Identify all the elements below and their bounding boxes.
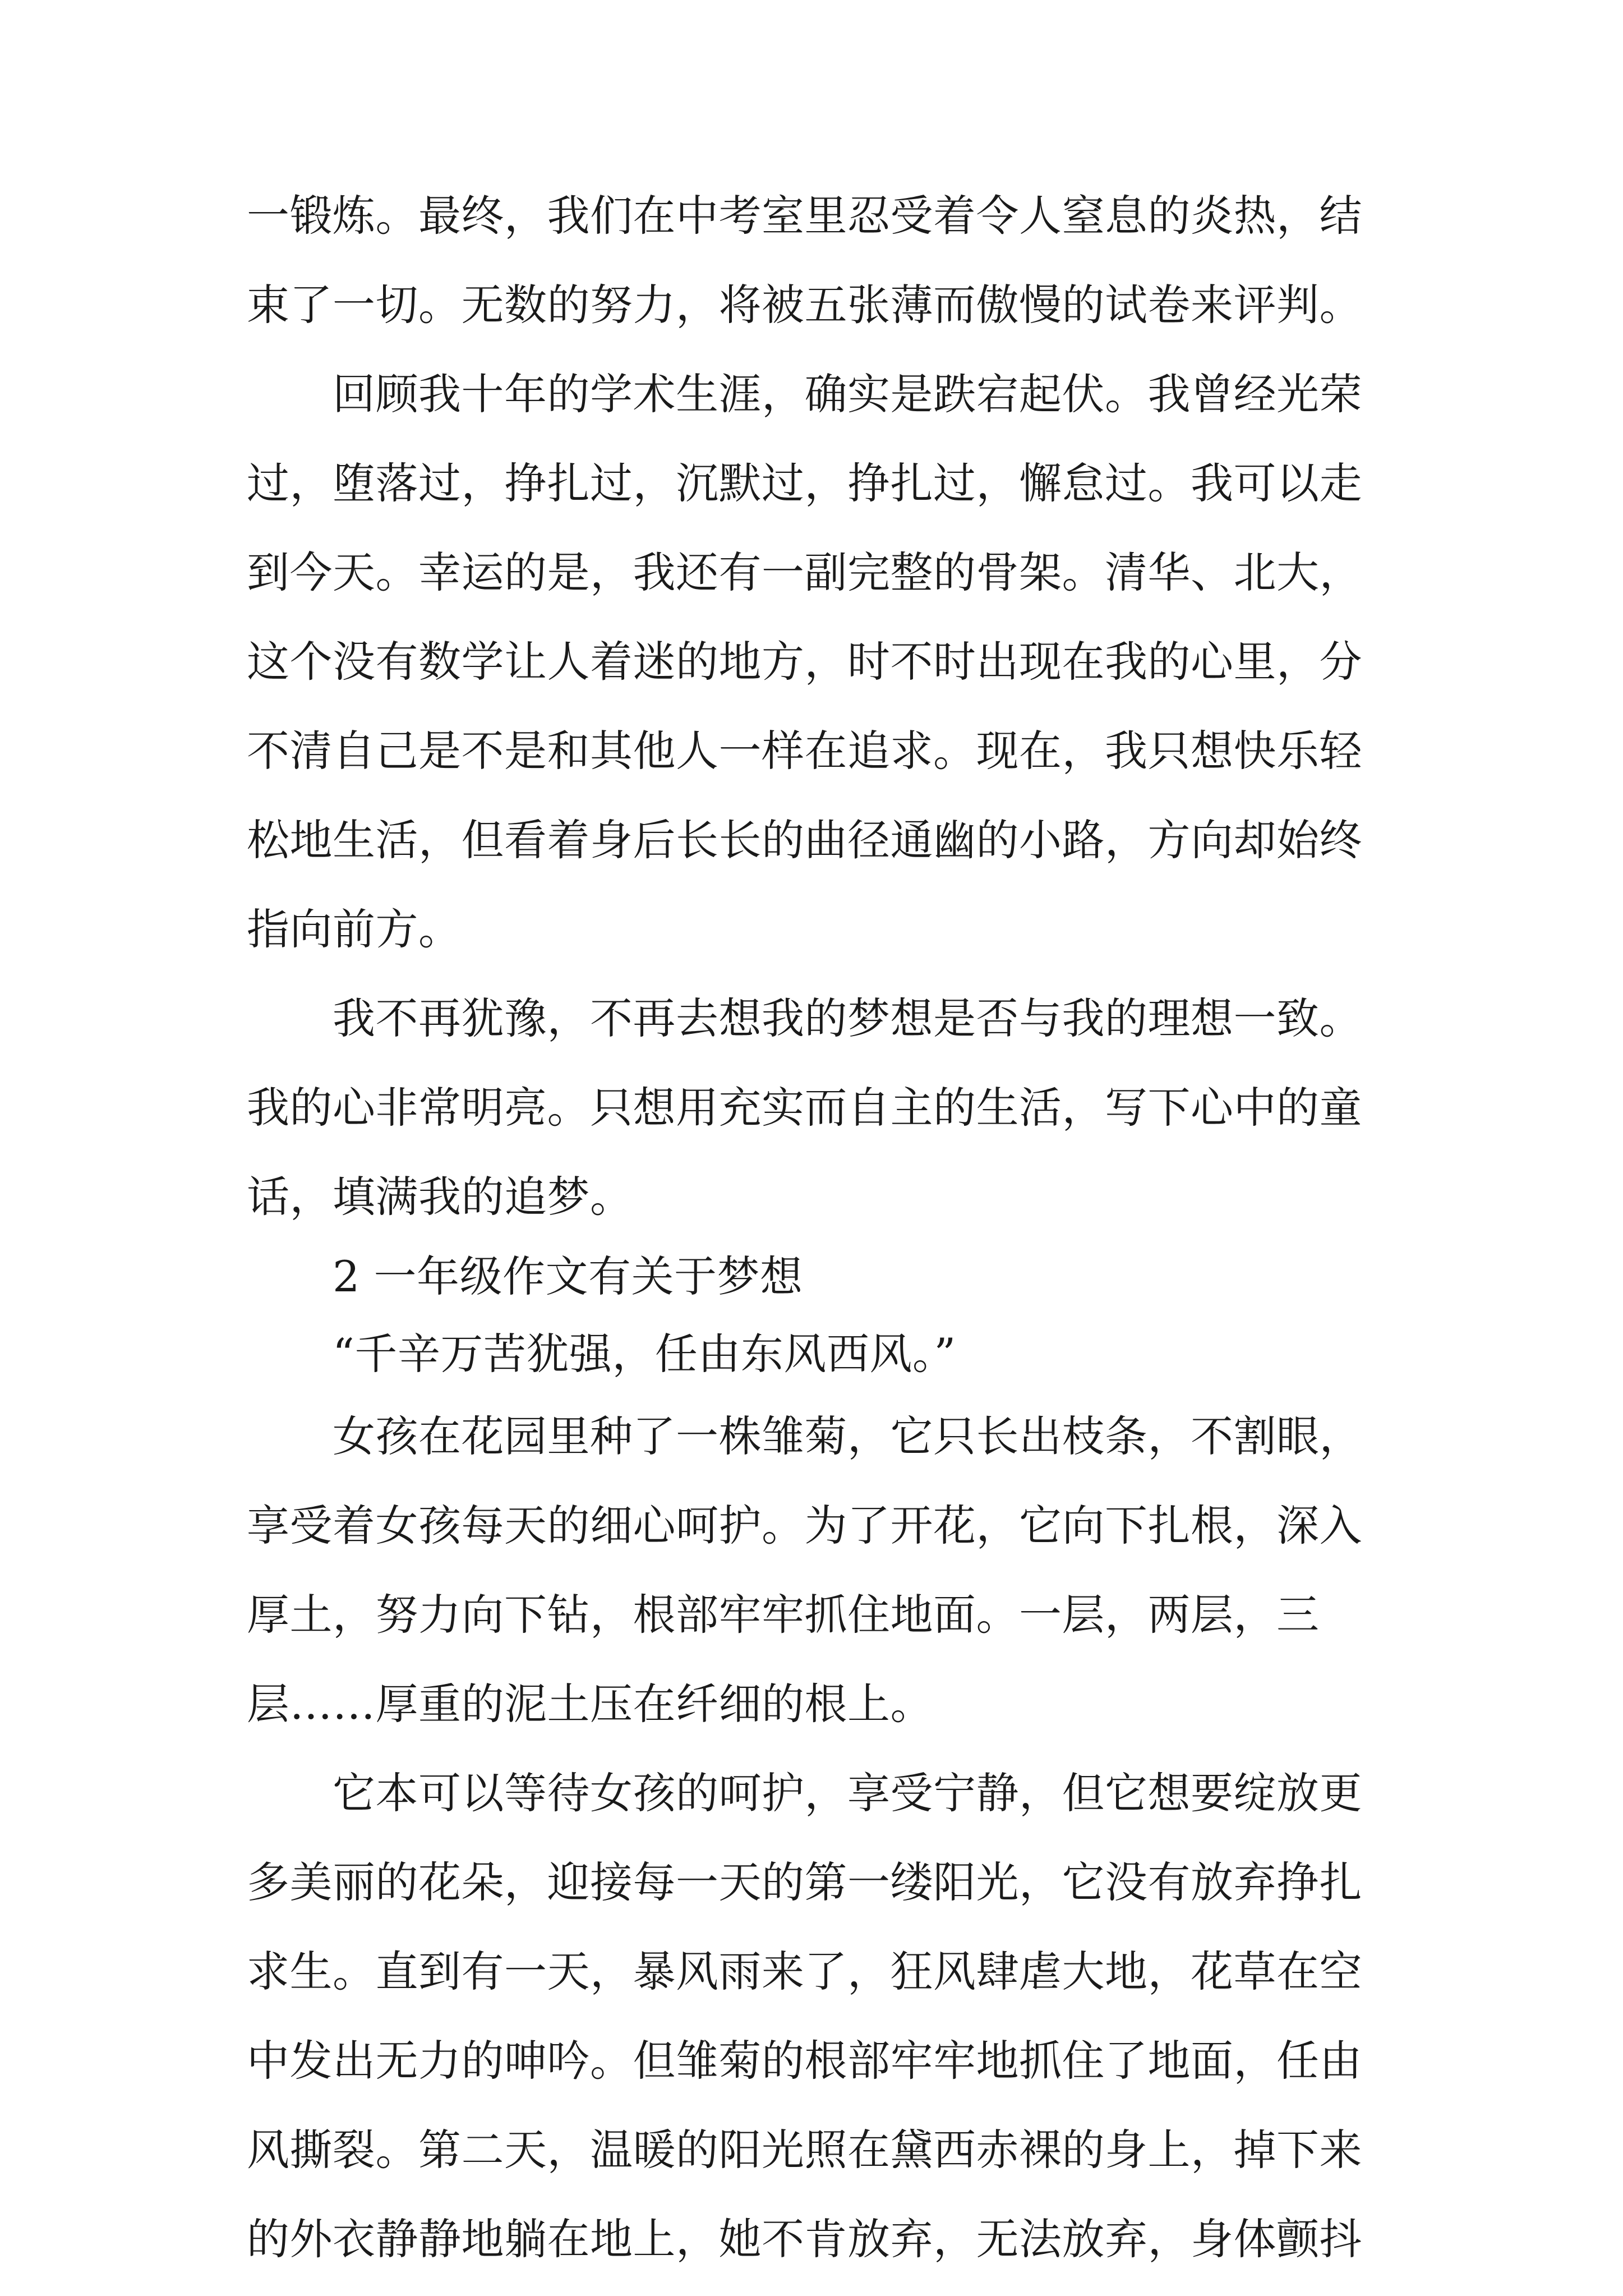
text-line: 束了一切。无数的努力，将被五张薄而傲慢的试卷来评判。 (247, 280, 1362, 330)
text-line: 的外衣静静地躺在地上，她不肯放弃，无法放弃，身体颤抖 (247, 2214, 1362, 2264)
text-line: 回顾我十年的学术生涯，确实是跌宕起伏。我曾经光荣 (247, 369, 1362, 419)
text-line: 我不再犹豫，不再去想我的梦想是否与我的理想一致。 (247, 993, 1362, 1043)
text-line: 中发出无力的呻吟。但雏菊的根部牢牢地抓住了地面，任由 (247, 2036, 1362, 2086)
text-line: 松地生活，但看着身后长长的曲径通幽的小路，方向却始终 (247, 815, 1362, 865)
text-line: 到今天。幸运的是，我还有一副完整的骨架。清华、北大， (247, 547, 1362, 597)
text-line: 求生。直到有一天，暴风雨来了，狂风肆虐大地，花草在空 (247, 1947, 1362, 1996)
text-line: 过，堕落过，挣扎过，沉默过，挣扎过，懈怠过。我可以走 (247, 458, 1362, 508)
text-line: 层……厚重的泥土压在纤细的根上。 (247, 1679, 933, 1729)
section-heading: 2 一年级作文有关于梦想 (247, 1251, 803, 1301)
text-line: 风撕裂。第二天，温暖的阳光照在黛西赤裸的身上，掉下来 (247, 2125, 1362, 2175)
text-line: 这个没有数学让人着迷的地方，时不时出现在我的心里，分 (247, 637, 1362, 687)
quote-line: “千辛万苦犹强，任由东风西风。” (247, 1329, 956, 1379)
text-line: 话，填满我的追梦。 (247, 1172, 633, 1222)
text-line: 厚土，努力向下钻，根部牢牢抓住地面。一层，两层，三 (247, 1590, 1320, 1640)
text-line: 指向前方。 (247, 904, 462, 954)
text-line: 一锻炼。最终，我们在中考室里忍受着令人窒息的炎热，结 (247, 191, 1362, 241)
text-line: 它本可以等待女孩的呵护，享受宁静，但它想要绽放更 (247, 1768, 1362, 1818)
text-line: 不清自己是不是和其他人一样在追求。现在，我只想快乐轻 (247, 726, 1362, 776)
text-line: 女孩在花园里种了一株雏菊，它只长出枝条，不割眼， (247, 1411, 1362, 1461)
text-line: 享受着女孩每天的细心呵护。为了开花，它向下扎根，深入 (247, 1501, 1362, 1550)
text-line: 我的心非常明亮。只想用充实而自主的生活，写下心中的童 (247, 1083, 1362, 1133)
text-line: 多美丽的花朵，迎接每一天的第一缕阳光，它没有放弃挣扎 (247, 1857, 1362, 1907)
